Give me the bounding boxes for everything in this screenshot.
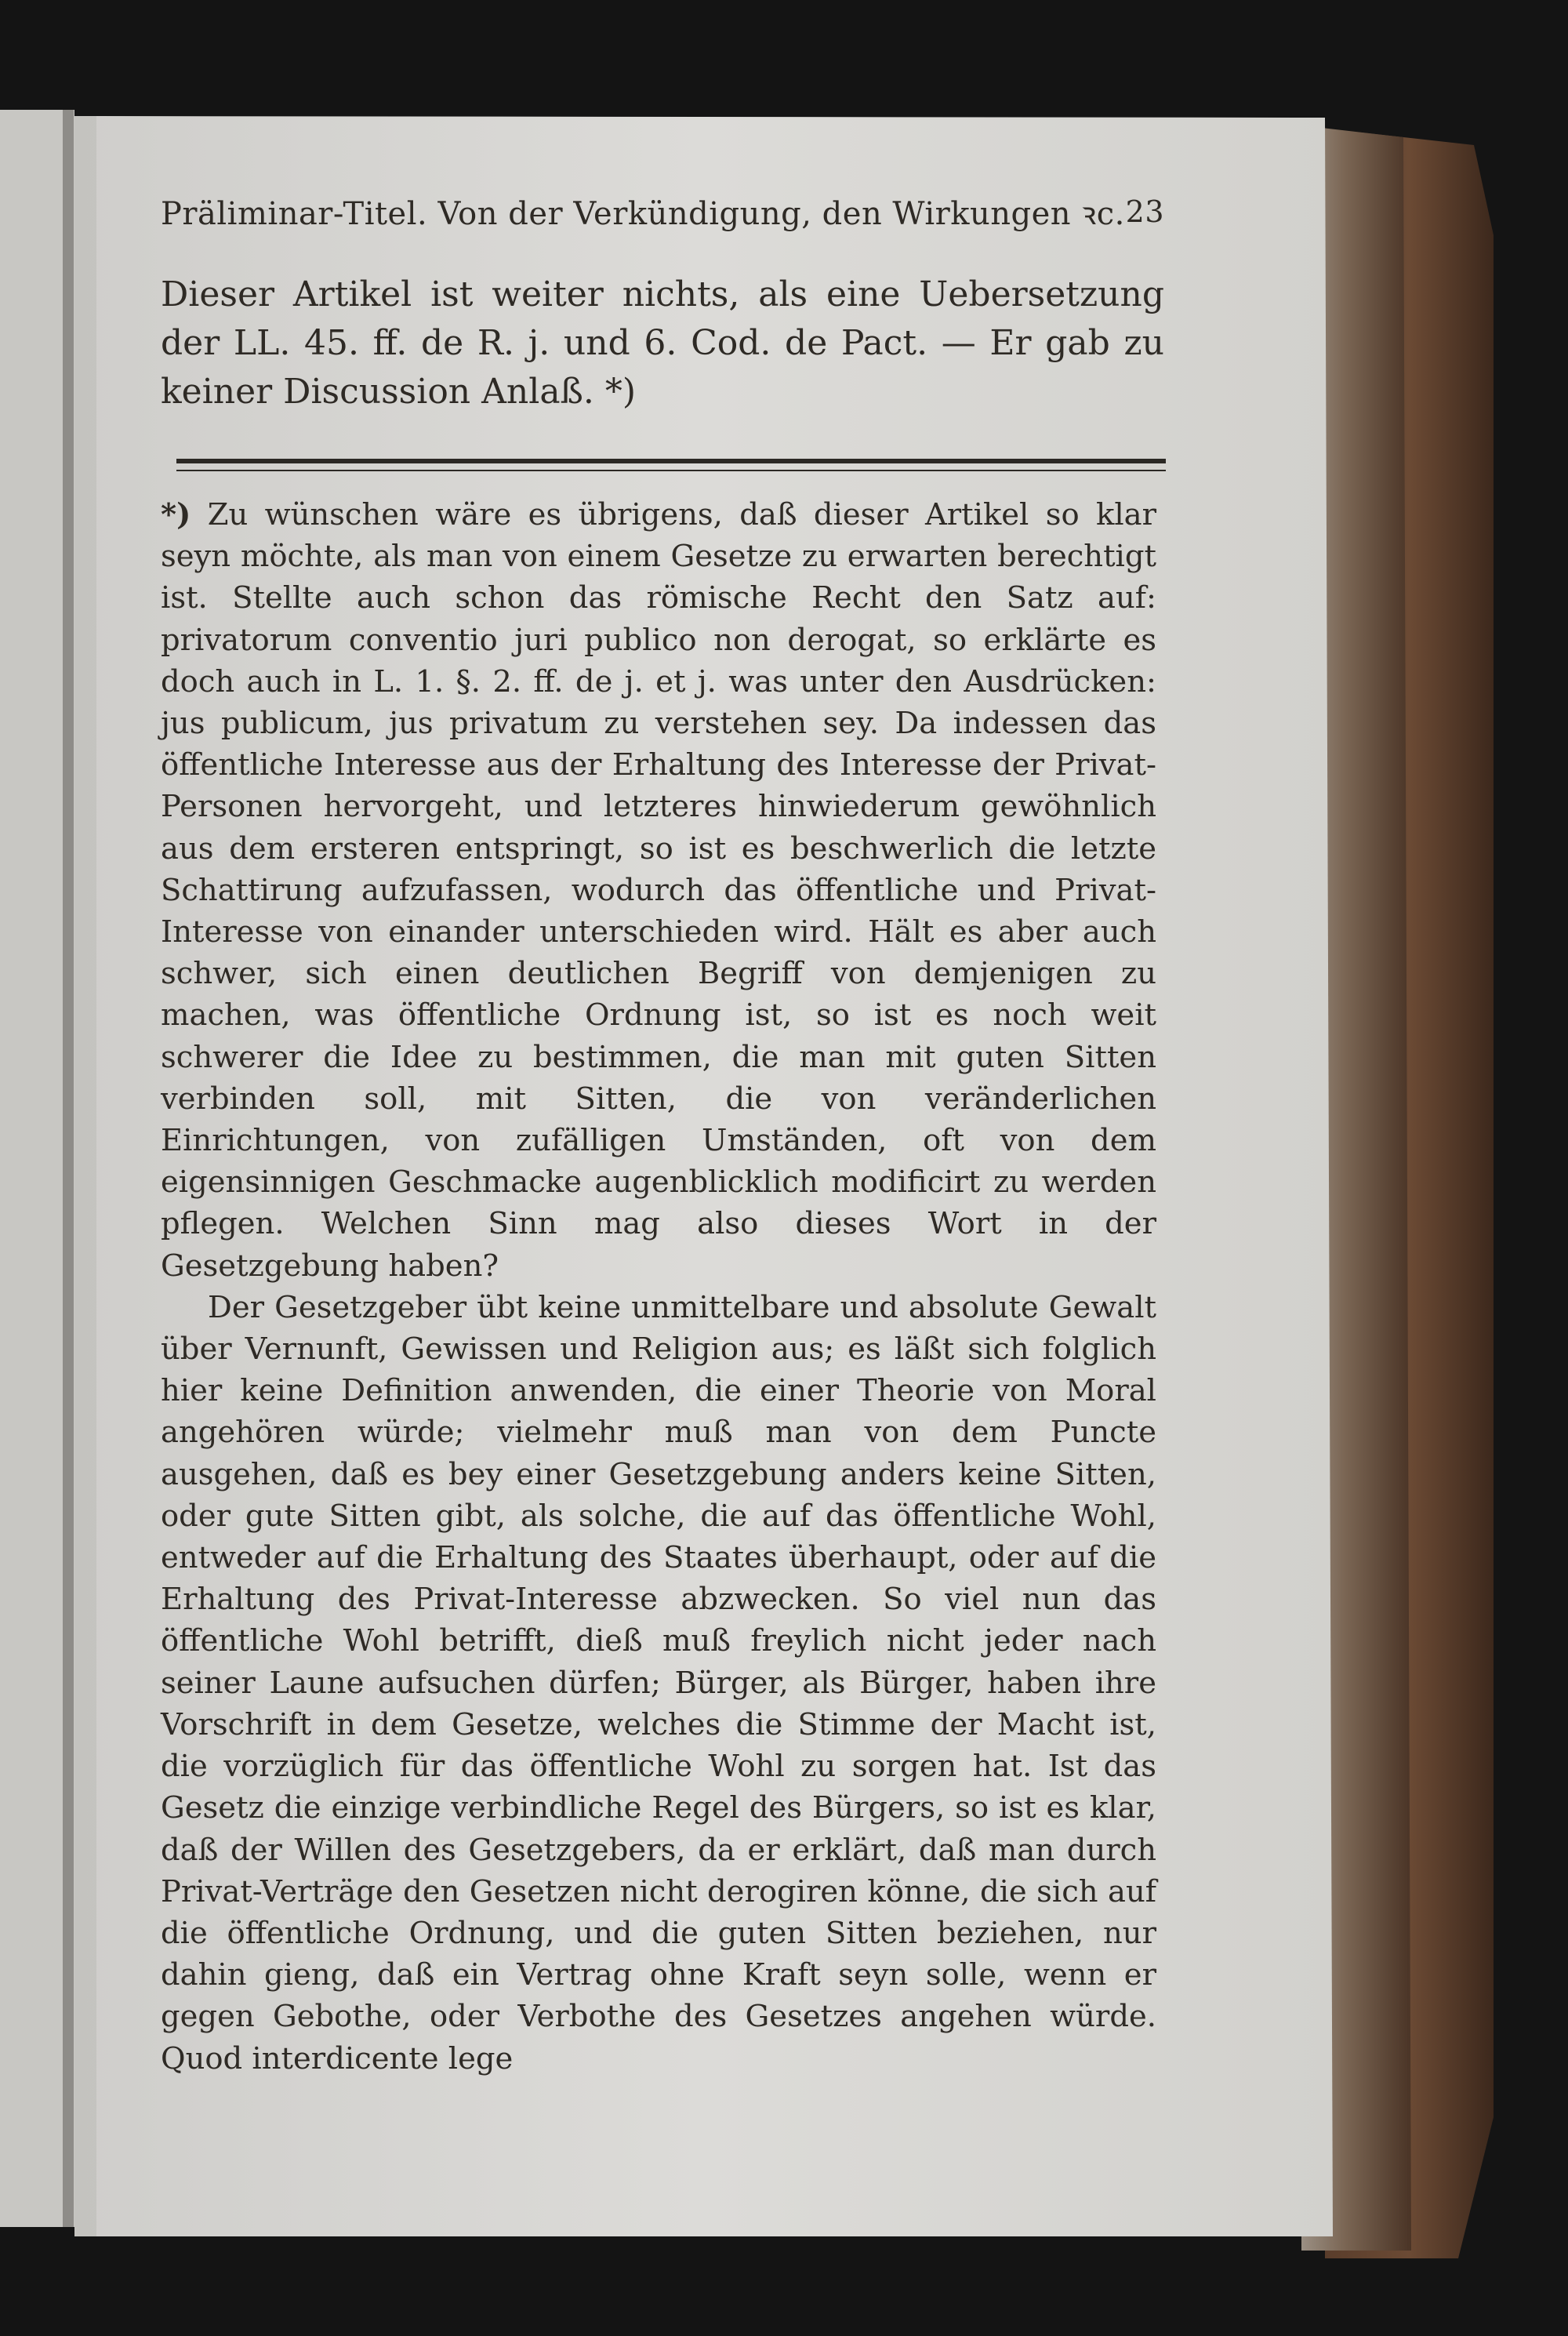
footnote-paragraph-2: Der Gesetzgeber übt keine unmittelbare und absolute Gewalt über Vernunft, Gewissen und Religion aus; es läßt sich folglich hier keine Definition anwenden, die einer Theorie von Moral angehören würde; vielmehr muß man von dem Puncte ausgehen, daß es bey einer Gesetzgebung anders keine Sitten, oder gute Sitten gibt, als solche, die auf das öffentliche Wohl, entweder auf die Erhaltung des Staates überhaupt, oder auf die Erhaltung des Privat-Interesse abzwecken. So viel nun das öffentliche Wohl betrifft, dieß muß freylich nicht jeder nach seiner Laune aufsuchen dürfen; Bürger, als Bürger, haben ihre Vorschrift in dem Gesetze, welches die Stimme der Macht ist, die vorzüglich für das öffentliche Wohl zu sorgen hat. Ist das Gesetz die einzige verbindliche Regel des Bürgers, so ist es klar, daß der Willen des Gesetzgebers, da er erklärt, daß man durch Privat-Verträge den Gesetzen nicht derogiren könne, die sich auf die öffentliche Ordnung, und die guten Sitten beziehen, nur dahin gieng, daß ein Vertrag ohne Kraft seyn solle, wenn er gegen Gebothe, oder Verbothe des Gesetzes angehen würde. Quod interdicente lege [161,1289,1156,2076]
page-number: 23 [1125,194,1164,229]
separator-rule [176,459,1166,471]
running-title: Präliminar-Titel. Von der Verkündigung, den Wirkungen ꝛc. [161,195,1125,232]
main-paragraph: Dieser Artikel ist weiter nichts, als eine Uebersetzung der LL. 45. ff. de R. j. und 6. Cod. de Pact. — Er gab zu keiner Discussion Anlaß. *) [161,274,1164,412]
footnote-marker: *) [161,497,191,532]
footnote [161,494,1156,2080]
running-header [161,188,1164,235]
footnote-paragraph-1-text: Zu wünschen wäre es übrigens, daß dieser Artikel so klar seyn möchte, als man von einem Gesetze zu erwarten berechtigt ist. Stellte auch schon das römische Recht den Satz auf: privatorum conventio juri publico non derogat, so erklärte es doch auch in L. 1. §. 2. ff. de j. et j. was unter den Ausdrücken: jus publicum, jus privatum zu verstehen sey. Da indessen das öffentliche Interesse aus der Erhaltung des Interesse der Privat-Personen hervorgeht, und letzteres hinwiederum gewöhnlich aus dem ersteren entspringt, so ist es beschwerlich die letzte Schattirung aufzufassen, wodurch das öffentliche und Privat-Interesse von einander unterschieden wird. Hält es aber auch schwer, sich einen deutlichen Begriff von demjenigen zu machen, was öffentliche Ordnung ist, so ist es noch weit schwerer die Idee zu bestimmen, die man mit guten Sitten verbinden soll, mit Sitten, die von veränderlichen Einrichtungen, von zufälligen Umständen, oft von dem eigensinnigen Geschmacke augenblicklich modificirt zu werden pflegen. Welchen Sinn mag also dieses Wort in der Gesetzgebung haben? [161,497,1156,1284]
footnote-paragraph-1 [161,494,1156,1287]
